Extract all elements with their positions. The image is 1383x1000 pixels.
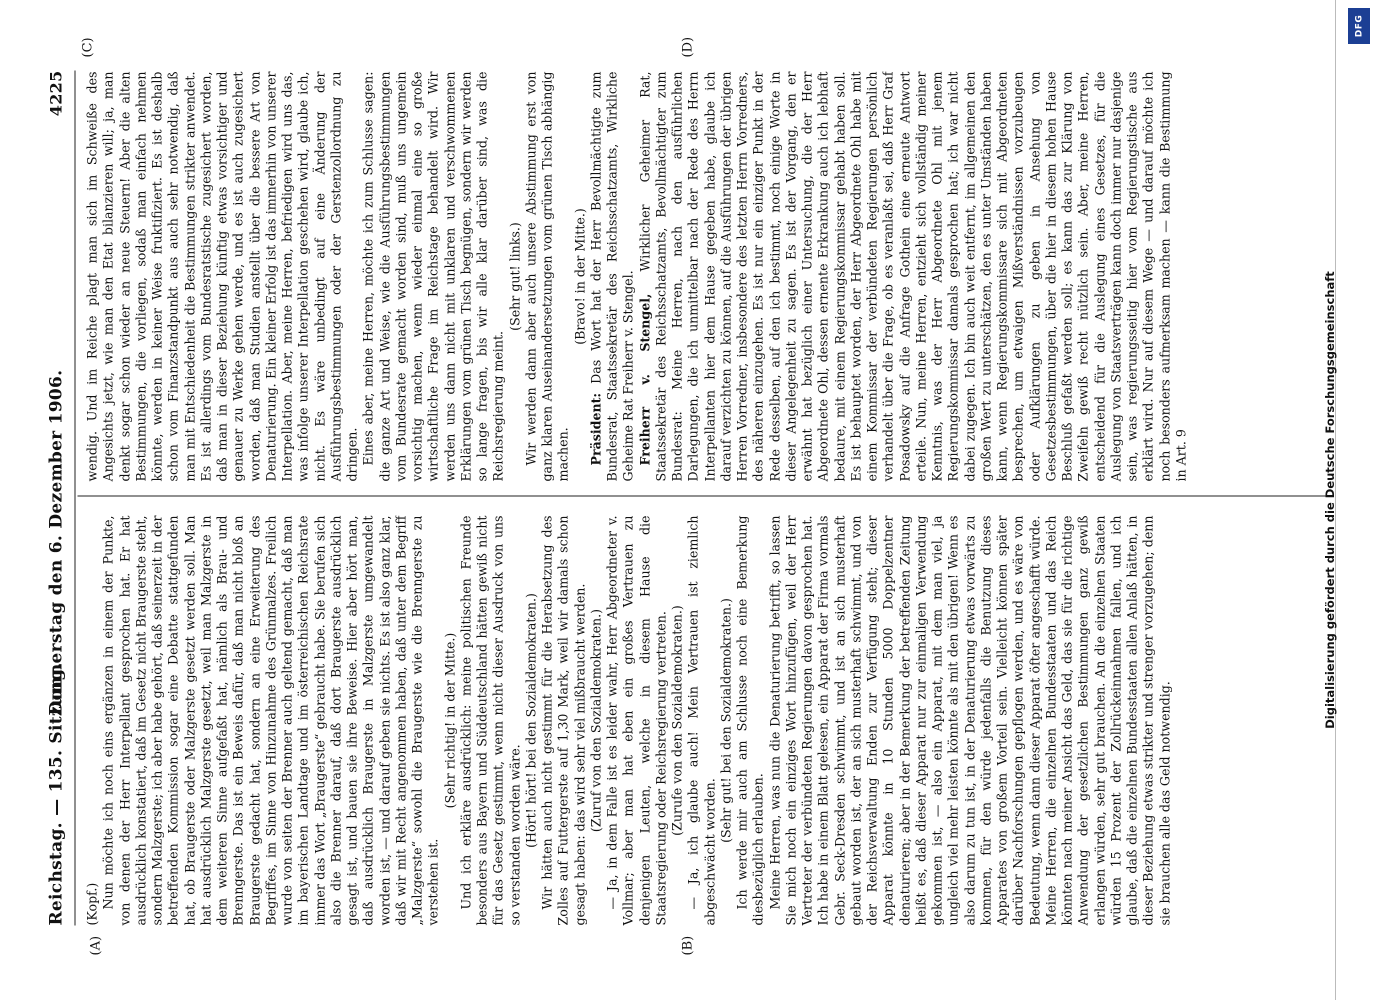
interjection: (Zurufe von den Sozialdemokraten.): [669, 604, 684, 836]
president-text: Das Wort hat der Herr Bevollmächtigte zum Bundesrat, Staatssekretär des Reichsschatzamts, Wirkliche Geheime Rat Freiherr v. Stengel.: [587, 71, 636, 481]
paragraph: Nun möchte ich noch eins ergänzen in einem der Punkte, von denen der Herr Interpellant gesprochen hat. Er hat ausdrücklich konstatiert, daß im Gesetz nicht Braugerste steht, sondern Malzgerste; ich aber habe gehört, daß seinerzeit in der betreffenden Kommission sogar eine Debatte stattgefunden hat, ob Braugerste oder Malzgerste gesetzt werden soll. Man hat ausdrücklich Malzgerste gesetzt, weil man Malzgerste in dem weiteren Sinne aufgefaßt hat, nämlich als Brau- und Brenngerste. Das ist ein Beweis dafür, daß man nicht bloß an Braugerste gedacht hat, sondern an eine Erweiterung des Begriffes, im Sinne von Hinzunahme des Grünmalzes. Freilich wurde von seiten der Brenner auch geltend gemacht, daß man im bayerischen Landtage und im österreichischen Reichsrate immer das Wort „Braugerste“ gebraucht habe. Sie berufen sich also die Brenner darauf, daß dort Braugerste ausdrücklich gesagt ist, und bauen sie ihre Beweise. Hier aber hört man, daß ausdrücklich Braugerste in Malzgerste umgewandelt worden ist, — und darauf geben sie nichts. Es ist also ganz klar, daß wir mit Recht angenommen haben, daß unter dem Begriff „Malzgerste“ sowohl die Braugerste wie die Brenngerste zu verstehen ist.: [100, 515, 441, 925]
speaker-note: (Kopf.): [84, 882, 99, 925]
stengel-label: Freiherr v. Stengel,: [636, 293, 652, 465]
paragraph: wendig. Und im Reiche plagt man sich im Schweiße des Angesichts jetzt, wie man den Etat bilanzieren will; ja, man denkt sogar schon wieder an neue Steuern! Aber die alten Bestimmungen, die vorliegen, sodaß man einfach nehmen könnte, werden in keiner Weise fruktifiziert. Es ist deshalb schon vom Finanzstandpunkt aus auch sehr notwendig, daß man mit Entschiedenheit die Bestimmungen strikter anwendet. Es ist allerdings vom Bundesratstische zugesichert worden, daß man in dieser Beziehung künftig etwas vorsichtiger und genauer zu Werke gehen werde, und es ist auch zugesichert worden, daß man Studien anstellt über die bessere Art von Denaturierung. Ein kleiner Erfolg ist das immerhin von unserer Interpellation. Aber, meine Herren, befriedigen wird uns das, was infolge unserer Interpellation geschehen wird, glaube ich, nicht. Es wäre unbedingt auf eine Änderung der Ausführungsbestimmungen oder der Gerstenzollordnung zu dringen.: [84, 71, 359, 481]
dfg-logo-text: DFG: [1354, 14, 1365, 38]
page-header: [40, 70, 74, 925]
page-number: 4225: [46, 70, 65, 116]
paragraph: Und ich erkläre ausdrücklich: meine politischen Freunde besonders aus Bayern und Süddeutschland hätten gewiß nicht für das Gesetz gestimmt, wenn nicht dieser Ausdruck von uns so verstanden worden wäre.: [457, 515, 522, 925]
paragraph: — Ja, ich glaube auch! Mein Vertrauen ist ziemlich abgeschwächt worden.: [685, 515, 717, 925]
margin-mark-a: (A): [88, 935, 103, 955]
left-column: [84, 515, 1324, 925]
margin-mark-d: (D): [680, 36, 695, 57]
right-column: [84, 71, 1324, 481]
paragraph: Eines aber, meine Herren, möchte ich zum Schlusse sagen: die ganze Art und Weise, wie die Ausführungsbestimmungen vom Bundesrate gemacht worden sind, muß uns ungemein vorsichtig machen, wenn wieder einmal eine so große wirtschaftliche Frage im Reichstage behandelt wird. Wir werden uns dann nicht mit unklaren und verschwommenen Erklärungen vom grünen Tisch begnügen, sondern wir werden so lange fragen, bis wir alle klar darüber sind, was die Reichsregierung meint.: [360, 71, 506, 481]
header-center: Donnerstag den 6. Dezember 1906.: [46, 369, 66, 715]
interjection: (Bravo! in der Mitte.): [571, 207, 587, 345]
digitization-credit: [1310, 0, 1350, 1000]
margin-mark-b: (B): [680, 935, 695, 955]
interjection: (Sehr gut! links.): [506, 221, 522, 331]
header-rule: [74, 70, 75, 925]
paragraph: Wir werden dann aber auch unsere Abstimmung erst von ganz klaren Auseinandersetzungen vom grünen Tisch abhängig machen.: [522, 71, 571, 481]
interjection: (Zuruf von den Sozialdemokraten.): [587, 608, 603, 832]
president-paragraph: [588, 71, 637, 481]
stengel-text: Wirklicher Geheimer Rat, Staatssekretär des Reichsschatzamts, Bevollmächtigter zum Bundesrat: Meine Herren, nach den ausführlichen Darlegungen, die ich unmittelbar nach der Rede des Herrn Interpellanten hier dem Hause gegeben habe, glaube ich darauf verzichten zu können, auf die Ausführungen der übrigen Herren Vorredner, insbesondere des letzten Herrn Vorredners, des näheren einzugehen. Es ist nur ein einziger Punkt in der Rede desselben, auf den ich bestimmt, noch einige Worte in dieser Angelegenheit zu sagen. Es ist der Vorgang, den er erwähnt hat bezüglich einer Untersuchung, die der Herr Abgeordnete Ohl, dessen ernente Erkrankung auch ich lebhaft bedaure, mit einem Regierungskommissar gehabt haben soll. Es ist behauptet worden, der Herr Abgeordnete Ohl habe mit einem Kommissar der verbündeten Regierungen persönlich verhandelt über die Frage, ob es veranlaßt sei, daß Herr Graf Posadowsky auf die Anfrage Gothein eine erneute Antwort erteile. Nun, meine Herren, entzieht sich vollständig meiner Kenntnis, was der Herr Abgeordnete Ohl mit jenem Regierungskommissar damals gesprochen hat; ich war nicht dabei zugegen. Ich bin auch weit entfernt, im allgemeinen den großen Wert zu unterschätzen, den es unter Umständen haben kann, wenn Regierungskommissare sich mit Abgeordneten besprechen, um etwaigen Mißverständnissen vorzubeugen oder Aufklärungen zu geben in Ansehung von Gesetzesbestimmungen, über die hier in diesem hohen Hause Beschluß gefaßt werden soll; es kann das zur Klärung von Zweifeln gewiß recht nützlich sein. Aber, meine Herren, entscheidend für die Auslegung eines Gesetzes, für die Auslegung von Staatsverträgen kann doch immer nur dasjenige sein, was regierungsseitig hier vom Regierungstische aus erklärt wird. Nur auf diesem Wege — und darauf möchte ich noch besonders aufmerksam machen — kann die Bestimmung in Art. 9: [636, 71, 1188, 481]
column-divider: [77, 495, 1327, 496]
interjection: (Hört! hört! bei den Sozialdemokraten.): [522, 592, 538, 848]
interjection: (Sehr richtig! in der Mitte.): [441, 632, 457, 808]
stengel-paragraph: [637, 71, 1190, 481]
credit-text: Digitalisierung gefördert durch die Deutsche Forschungsgemeinschaft: [1323, 271, 1337, 729]
dfg-logo: [1348, 8, 1370, 44]
paragraph: Wir hätten auch nicht gestimmt für die Herabsetzung des Zolles auf Futtergerste auf 1,30 Mark, weil wir damals schon gesagt haben: das wird sehr viel mißbraucht werden.: [539, 515, 587, 925]
paragraph: — Ja, in dem Falle ist es leider wahr, Herr Abgeordneter v. Vollmar; aber man hat eben ein großes Vertrauen zu denjenigen Leuten, welche in diesem Hause die Staatsregierung oder Reichsregierung vertreten.: [604, 515, 668, 925]
president-label: Präsident:: [587, 392, 603, 465]
page-frame: [40, 36, 1330, 955]
paragraph: Ich werde mir auch am Schlusse noch eine Bemerkung diesbezüglich erlauben.: [734, 515, 766, 925]
margin-mark-c: (C): [80, 36, 95, 57]
header-left: Reichstag. — 135. Sitzung.: [46, 661, 66, 925]
paragraph: Meine Herren, was nun die Denaturierung betrifft, so lassen Sie mich noch ein einziges Wort hinzufügen, weil der Herr Vertreter der verbündeten Regierungen davon gesprochen hat. Ich habe in einem Blatt gelesen, ein Apparat der Firma vormals Gebr. Seck-Dresden schwimmt, und ist an sich musterhaft gebaut worden ist, der an sich musterhaft schwimmt, und von der Reichsverwaltung Enden zur Verfügung steht; dieser Apparat könnte in 10 Stunden 5000 Doppelzentner denaturieren; aber in der Bemerkung der betreffenden Zeitung heißt es, daß dieser Apparat nur zur einmaligen Verwendung gekommen ist, — also ein Apparat, mit dem man viel, ja ungleich viel mehr leisten könnte als mit den übrigen! Wenn es also darum zu tun ist, in der Denaturierung etwas vorwärts zu kommen, für den würde jedenfalls die Benutzung dieses Apparates von großem Vorteil sein. Vielleicht können später darüber Nachforschungen gepflogen werden, und es wäre von Bedeutung, wenn dann dieser Apparat öfter angeschafft würde. Meine Herren, die einzelnen Bundesstaaten und das Reich könnten nach meiner Ansicht das Geld, das sie für die richtige Anwendung der gesetzlichen Bestimmungen ganz gewiß erlangen würden, sehr gut brauchen. An die einzelnen Staaten würden 15 Prozent der Zollrückeinnahmen fallen, und ich glaube, daß die einzelnen Bundesstaaten allen Anlaß hätten, in dieser Beziehung etwas strikter und strenger vorzugehen; denn sie brauchen alle das Geld notwendig.: [766, 515, 1172, 925]
interjection: (Sehr gut! bei den Sozialdemokraten.): [717, 597, 733, 843]
